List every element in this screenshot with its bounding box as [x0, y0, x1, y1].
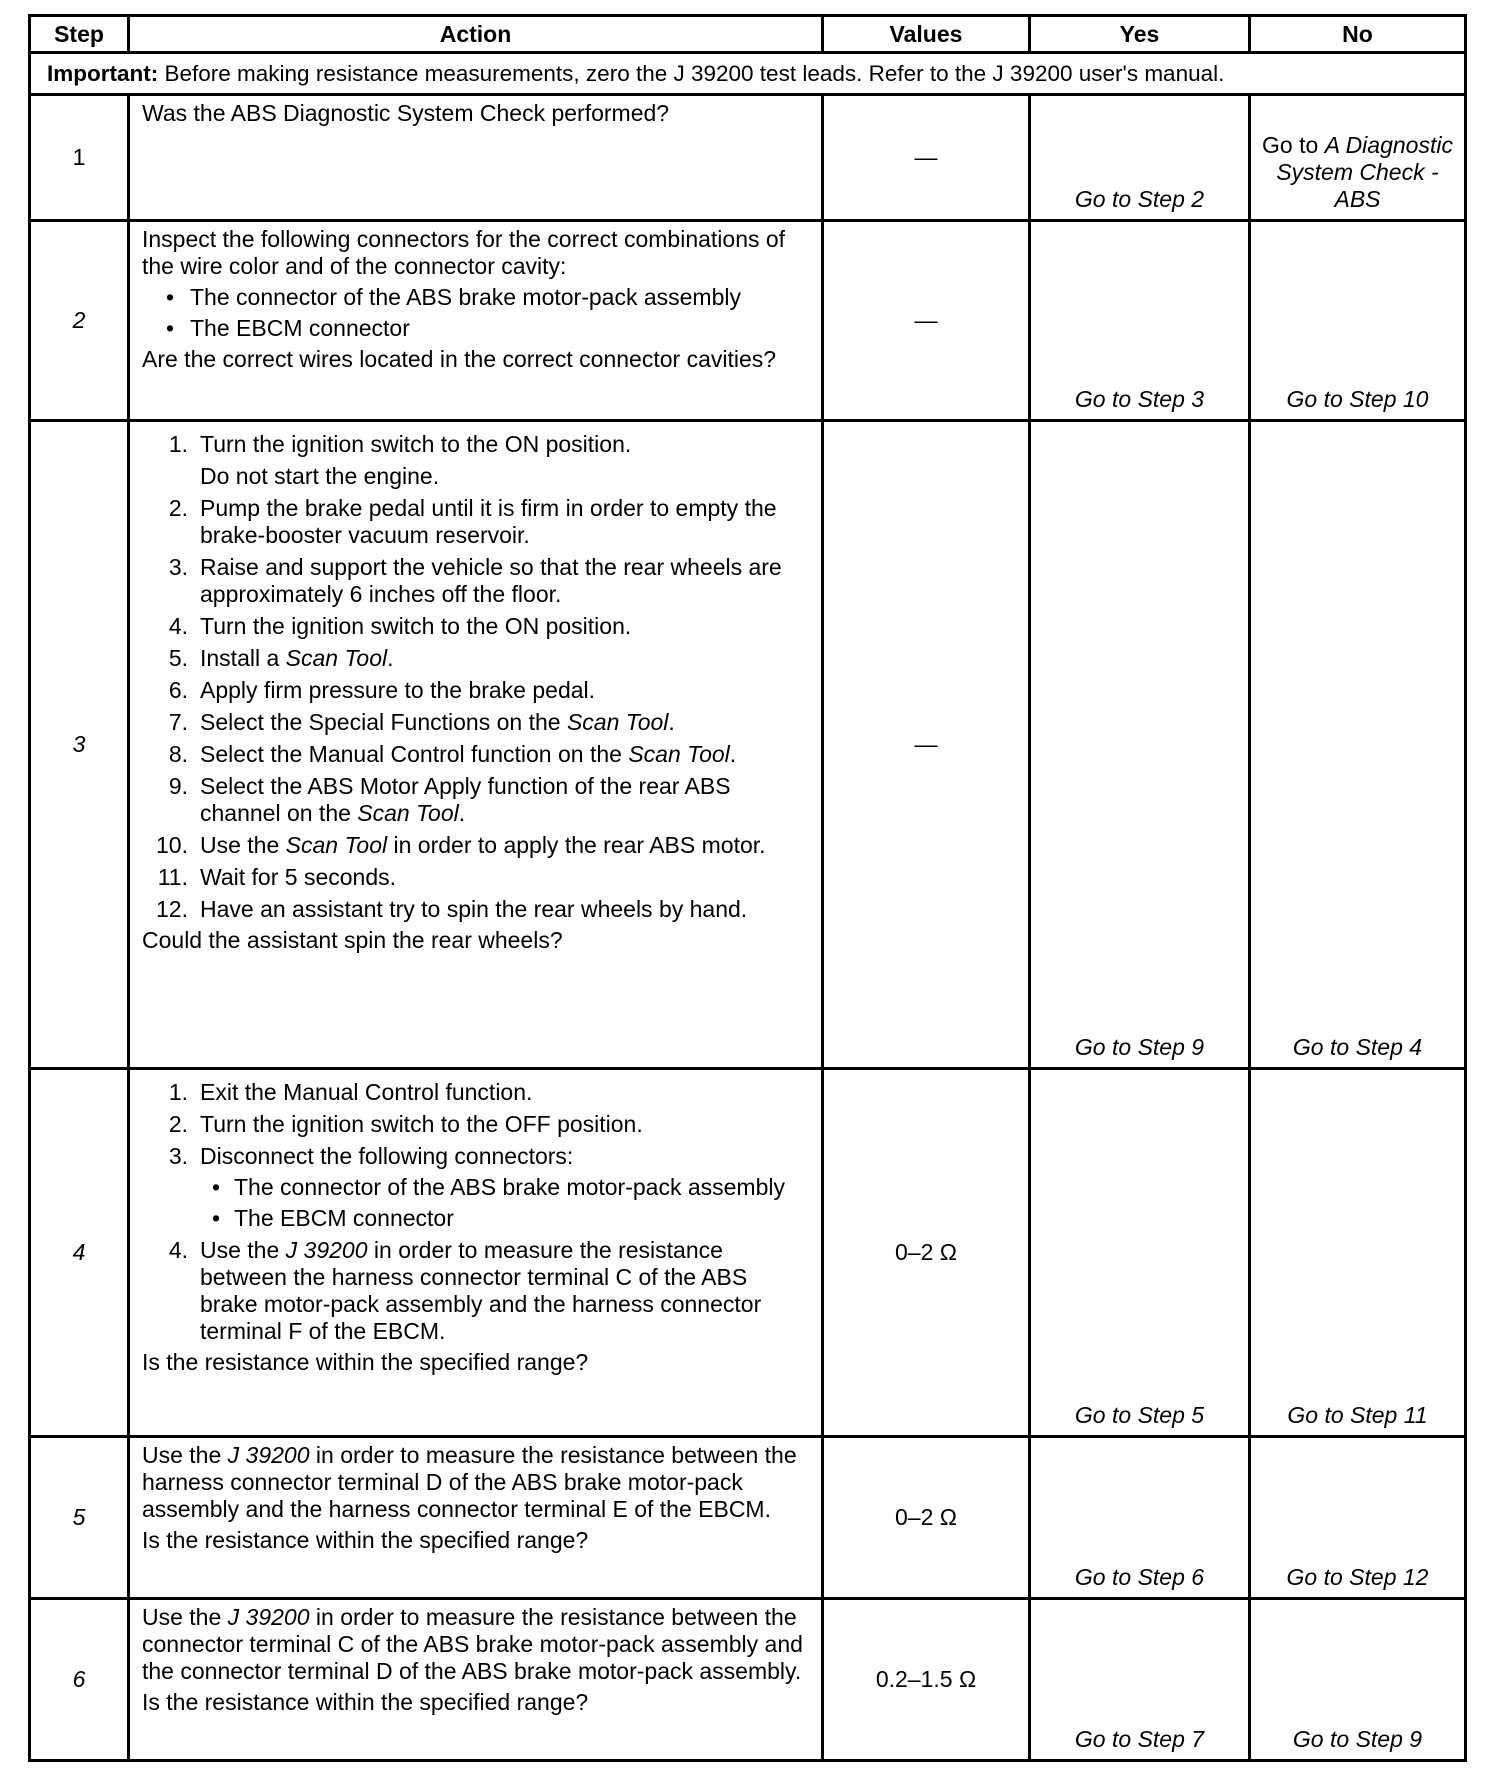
step-number: 1: [30, 95, 129, 221]
list-item: 6. Apply firm pressure to the brake pedal.: [168, 677, 596, 703]
header-step: Step: [30, 16, 129, 53]
yes-cell[interactable]: Go to Step 6: [1030, 1437, 1250, 1599]
value-cell: —: [823, 221, 1030, 421]
yes-cell[interactable]: Go to Step 7: [1030, 1599, 1250, 1761]
table-row: [30, 1069, 1466, 1437]
header-values: Values: [823, 16, 1030, 53]
list-item: 4. Use the J 39200 in order to measure the resistance between the harness connector terminal C of the ABS brake motor-pack assembly and the harness connector terminal F of the EBCM.: [168, 1237, 762, 1344]
list-item: 1. Turn the ignition switch to the ON position. Do not start the engine.: [168, 431, 632, 489]
yes-cell[interactable]: Go to Step 3: [1030, 221, 1250, 421]
list-item: • The connector of the ABS brake motor-pack assembly: [142, 284, 811, 311]
action-question: Is the resistance within the specified range?: [142, 1689, 589, 1715]
list-item: 3. Disconnect the following connectors: • The connector of the ABS brake motor-pack assembly • The EBCM connector: [142, 1143, 811, 1232]
action-cell: [129, 1599, 823, 1761]
value-cell: —: [823, 421, 1030, 1069]
step-number: 6: [30, 1599, 129, 1761]
list-item: 7. Select the Special Functions on the Scan Tool.: [168, 709, 675, 735]
no-cell[interactable]: Go to Step 4: [1250, 421, 1466, 1069]
action-question: Are the correct wires located in the correct connector cavities?: [142, 346, 777, 372]
list-item: • The EBCM connector: [142, 315, 811, 342]
list-item: 10. Use the Scan Tool in order to apply the rear ABS motor.: [156, 832, 766, 858]
action-question: Is the resistance within the specified range?: [142, 1349, 589, 1375]
no-cell[interactable]: Go to Step 11: [1250, 1069, 1466, 1437]
step-number: 5: [30, 1437, 129, 1599]
list-item: 11. Wait for 5 seconds.: [157, 864, 397, 890]
list-item: 5. Install a Scan Tool.: [168, 645, 394, 671]
action-cell: [129, 95, 823, 221]
action-text: Use the J 39200 in order to measure the resistance between the harness connector terminal D of the ABS brake motor-pack assembly and the harness connector terminal E of the EBCM.: [142, 1442, 797, 1522]
list-item: • The connector of the ABS brake motor-pack assembly: [200, 1174, 811, 1201]
header-yes: Yes: [1030, 16, 1250, 53]
no-cell[interactable]: Go to Step 12: [1250, 1437, 1466, 1599]
action-cell: [129, 1437, 823, 1599]
action-intro: Inspect the following connectors for the correct combinations of the wire color and of the connector cavity:: [142, 226, 786, 279]
header-row: [30, 16, 1466, 53]
table-row: [30, 1437, 1466, 1599]
action-cell: [129, 1069, 823, 1437]
list-item: 2. Pump the brake pedal until it is firm in order to empty the brake-booster vacuum reservoir.: [168, 495, 777, 548]
connector-list: [142, 284, 811, 342]
list-item: 4. Turn the ignition switch to the ON position.: [168, 613, 632, 639]
action-cell: [129, 221, 823, 421]
table-row: [30, 421, 1466, 1069]
header-action: Action: [129, 16, 823, 53]
action-cell: [129, 421, 823, 1069]
value-cell: 0–2 Ω: [823, 1437, 1030, 1599]
procedure-list: [142, 431, 811, 923]
action-question: Was the ABS Diagnostic System Check performed?: [142, 100, 670, 126]
list-item: 8. Select the Manual Control function on the Scan Tool.: [168, 741, 737, 767]
table-row: [30, 221, 1466, 421]
action-question: Could the assistant spin the rear wheels?: [142, 927, 563, 953]
yes-cell[interactable]: Go to Step 5: [1030, 1069, 1250, 1437]
diagnostic-table-page: [28, 14, 1464, 1762]
yes-cell[interactable]: Go to Step 2: [1030, 95, 1250, 221]
value-cell: —: [823, 95, 1030, 221]
step-number: 3: [30, 421, 129, 1069]
list-item: 9. Select the ABS Motor Apply function of the rear ABS channel on the Scan Tool.: [168, 773, 731, 826]
action-question: Is the resistance within the specified range?: [142, 1527, 589, 1553]
connector-list: [200, 1174, 811, 1232]
list-item: 3. Raise and support the vehicle so that the rear wheels are approximately 6 inches off the floor.: [168, 554, 782, 607]
header-no: No: [1250, 16, 1466, 53]
no-cell[interactable]: Go to Step 9: [1250, 1599, 1466, 1761]
list-item: 2. Turn the ignition switch to the OFF position.: [168, 1111, 643, 1137]
step-number: 4: [30, 1069, 129, 1437]
list-item: 1. Exit the Manual Control function.: [168, 1079, 533, 1105]
no-cell[interactable]: Go to A Diagnostic System Check - ABS: [1250, 95, 1466, 221]
action-text: Use the J 39200 in order to measure the resistance between the connector terminal C of the ABS brake motor-pack assembly and the connector terminal D of the ABS brake motor-pack assembly.: [142, 1604, 803, 1684]
no-cell[interactable]: Go to Step 10: [1250, 221, 1466, 421]
table-row: [30, 1599, 1466, 1761]
important-label: Important:: [47, 61, 159, 86]
step-number: 2: [30, 221, 129, 421]
list-item: • The EBCM connector: [200, 1205, 811, 1232]
value-cell: 0–2 Ω: [823, 1069, 1030, 1437]
yes-cell[interactable]: Go to Step 9: [1030, 421, 1250, 1069]
list-item: 12. Have an assistant try to spin the rear wheels by hand.: [156, 896, 748, 922]
important-note: [30, 53, 1466, 95]
important-note-row: [30, 53, 1466, 95]
diagnostic-table: [28, 14, 1467, 1762]
table-row: [30, 95, 1466, 221]
important-text: Before making resistance measurements, zero the J 39200 test leads. Refer to the J 39200 user's manual.: [158, 61, 1225, 86]
procedure-list: [142, 1079, 811, 1345]
value-cell: 0.2–1.5 Ω: [823, 1599, 1030, 1761]
